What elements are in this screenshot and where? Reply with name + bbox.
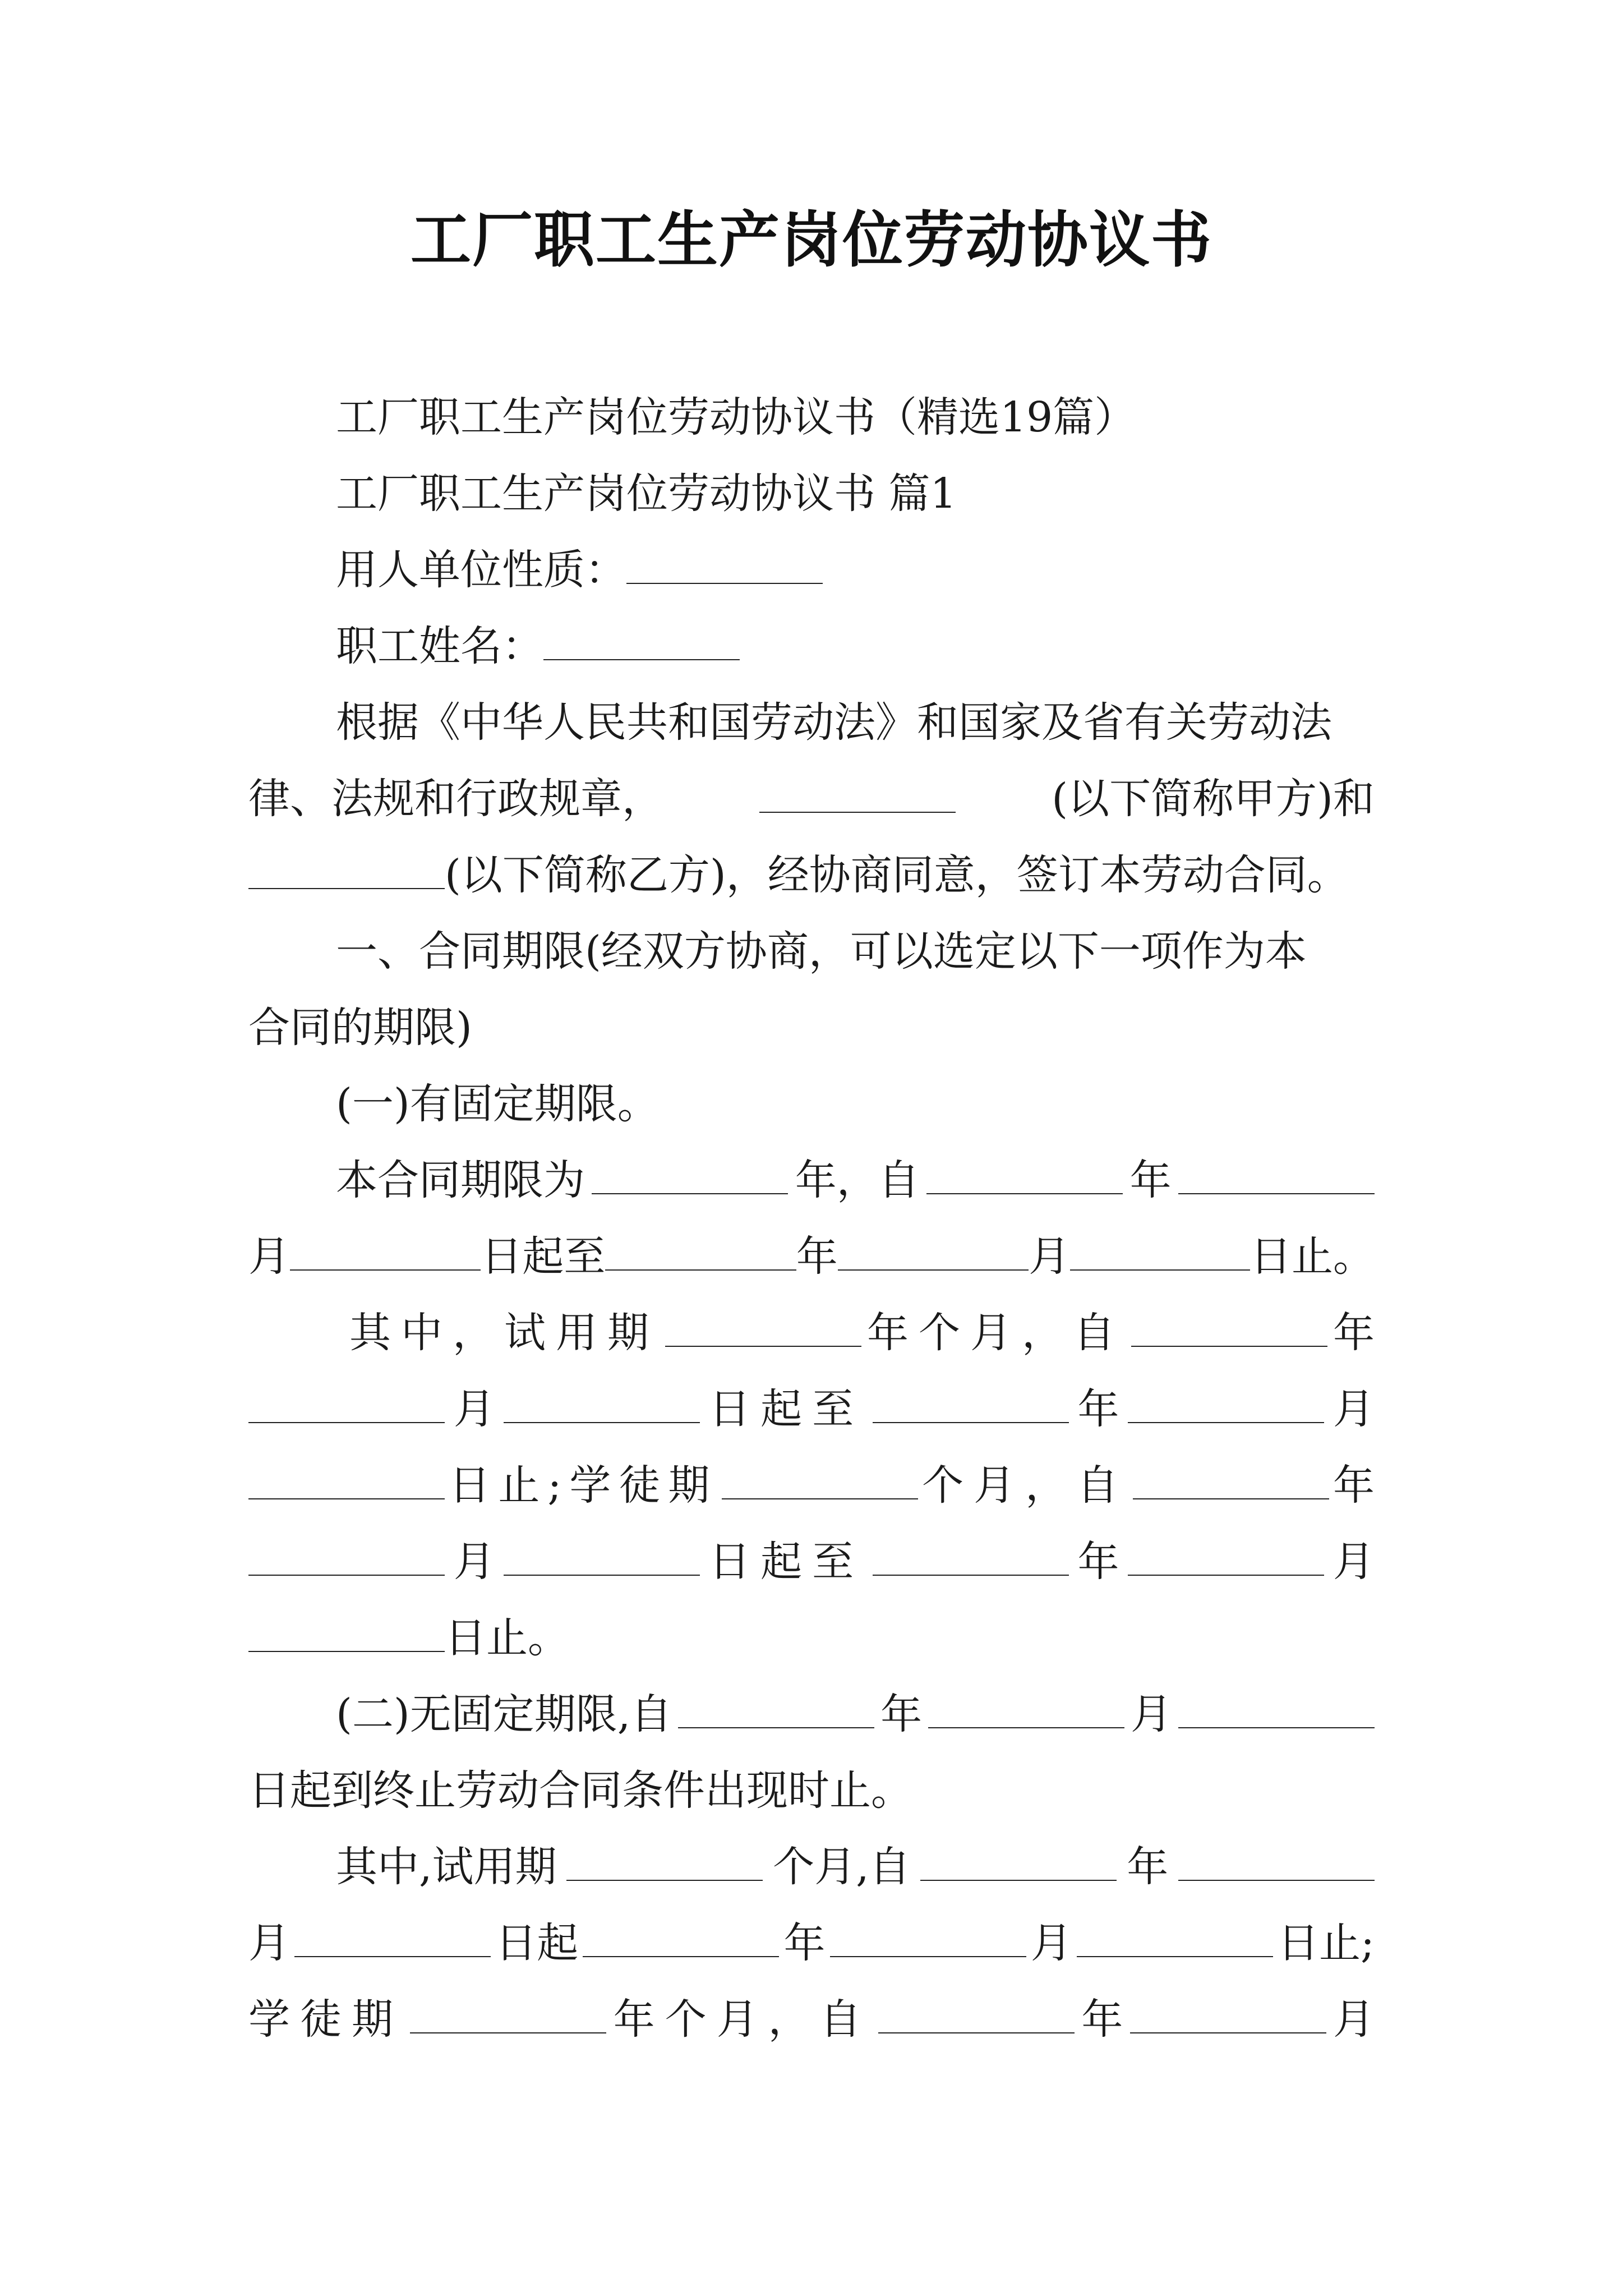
paragraph-line (248, 1371, 1375, 1447)
body-text: 个月，自 (922, 1461, 1129, 1510)
paragraph-line (248, 1981, 1375, 2058)
fill-blank[interactable] (410, 1989, 606, 2033)
fill-blank[interactable] (873, 1531, 1069, 1576)
fill-blank[interactable] (878, 1989, 1075, 2033)
fill-blank[interactable] (1128, 1531, 1324, 1576)
body-text: (以下简称甲方)和 (1052, 775, 1375, 823)
fill-blank[interactable] (928, 1683, 1124, 1728)
body-text: 月 (1030, 1919, 1072, 1967)
body-text: 日止;学徒期 (449, 1461, 718, 1510)
body-text: 年个月，自 (867, 1309, 1125, 1357)
fill-blank[interactable] (1070, 1226, 1250, 1271)
body-text: 年 (1081, 1995, 1123, 2044)
body-text: (以下简称乙方)，经协商同意，签订本劳动合同。 (445, 851, 1349, 899)
paragraph-line (248, 1066, 1375, 1142)
body-text: 年 (880, 1690, 923, 1738)
body-text: 月 (453, 1385, 495, 1433)
body-text: 年 (1333, 1309, 1375, 1357)
fill-blank[interactable] (1178, 1683, 1375, 1728)
body-text: 年 (783, 1919, 826, 1967)
body-text: 日止。 (445, 1614, 569, 1662)
body-text: 本合同期限为 (336, 1156, 585, 1204)
fill-blank[interactable] (1077, 1912, 1273, 1957)
employer-nature-blank[interactable] (626, 539, 823, 584)
body-text: 其中，试用期 (349, 1309, 659, 1357)
fill-blank[interactable] (873, 1378, 1069, 1423)
sub-clause-heading: (二)无固定期限,自 (336, 1690, 672, 1738)
fill-blank[interactable] (294, 1912, 491, 1957)
employer-nature-label: 用人单位性质： (336, 546, 626, 594)
fill-blank[interactable] (678, 1683, 874, 1728)
body-text: 日起至 (709, 1538, 864, 1586)
party-b-blank[interactable] (248, 844, 445, 889)
clause-heading: 一、合同期限(经双方协商，可以选定以下一项作为本 (336, 927, 1307, 976)
paragraph-line (248, 1142, 1375, 1218)
body-text: 日止; (1278, 1919, 1375, 1967)
fill-blank[interactable] (838, 1226, 1029, 1271)
body-text: 月 (248, 1919, 290, 1967)
paragraph-line (248, 1752, 1375, 1829)
body-text: 月 (1332, 1538, 1375, 1586)
paragraph-line (248, 1218, 1375, 1295)
paragraph-line (248, 837, 1375, 913)
body-text: 日起至 (481, 1232, 606, 1281)
body-text: 其中,试用期 (336, 1843, 557, 1891)
body-text: 月 (1029, 1232, 1071, 1281)
body-text: 年，自 (795, 1156, 920, 1204)
paragraph-line (248, 379, 1375, 455)
subtitle-text: 工厂职工生产岗位劳动协议书（精选19篇） (336, 393, 1136, 441)
paragraph-line (248, 1905, 1375, 1981)
fill-blank[interactable] (722, 1455, 918, 1499)
fill-blank[interactable] (1178, 1836, 1375, 1881)
paragraph-line (248, 532, 1375, 608)
party-a-blank[interactable] (759, 768, 956, 813)
body-text: 日起至 (709, 1385, 864, 1433)
body-text: 月 (453, 1538, 495, 1586)
fill-blank[interactable] (926, 1149, 1123, 1194)
fill-blank[interactable] (566, 1836, 763, 1881)
employee-name-label: 职工姓名： (336, 622, 543, 670)
fill-blank[interactable] (504, 1378, 700, 1423)
document-title: 工厂职工生产岗位劳动协议书 (410, 205, 1212, 275)
document-body (248, 379, 1375, 2058)
paragraph-line (248, 684, 1375, 761)
fill-blank[interactable] (1178, 1149, 1375, 1194)
fill-blank[interactable] (248, 1378, 445, 1423)
body-text: 个月,自 (773, 1843, 911, 1891)
fill-blank[interactable] (583, 1912, 779, 1957)
fill-blank[interactable] (248, 1531, 445, 1576)
body-text: 月 (1332, 1995, 1375, 2044)
fill-blank[interactable] (1133, 1455, 1329, 1499)
paragraph-line (248, 455, 1375, 532)
fill-blank[interactable] (1131, 1302, 1327, 1347)
fill-blank[interactable] (248, 1607, 445, 1652)
paragraph-line (248, 1829, 1375, 1905)
fill-blank[interactable] (1130, 1989, 1326, 2033)
body-text: 日起到终止劳动合同条件出现时止。 (248, 1766, 912, 1815)
paragraph-line (248, 608, 1375, 684)
body-text: 月 (1332, 1385, 1375, 1433)
fill-blank[interactable] (1128, 1378, 1324, 1423)
sub-clause-heading: (一)有固定期限。 (336, 1080, 659, 1128)
fill-blank[interactable] (248, 1455, 445, 1499)
body-text: 年 (1332, 1461, 1375, 1510)
body-text: 年 (1127, 1843, 1169, 1891)
fill-blank[interactable] (504, 1531, 700, 1576)
body-text: 月 (1131, 1690, 1173, 1738)
fill-blank[interactable] (920, 1836, 1117, 1881)
paragraph-line (248, 913, 1375, 990)
paragraph-line (248, 1295, 1375, 1371)
paragraph-line (248, 990, 1375, 1066)
employee-name-blank[interactable] (543, 615, 740, 660)
body-text: 年个月，自 (613, 1995, 872, 2044)
paragraph-line (248, 1447, 1375, 1524)
paragraph-line (248, 1600, 1375, 1676)
fill-blank[interactable] (592, 1149, 788, 1194)
paragraph-line (248, 1524, 1375, 1600)
body-text: 律、法规和行政规章， (248, 775, 663, 823)
body-text: 日起 (495, 1919, 579, 1967)
fill-blank[interactable] (605, 1226, 796, 1271)
body-text: 年 (1077, 1385, 1119, 1433)
body-text: 年 (1129, 1156, 1172, 1204)
body-text: 合同的期限) (248, 1004, 472, 1052)
section-heading: 工厂职工生产岗位劳动协议书 篇1 (336, 470, 957, 518)
body-text: 学徒期 (248, 1995, 403, 2044)
paragraph-line (248, 761, 1375, 837)
fill-blank[interactable] (665, 1302, 861, 1347)
body-text: 日止。 (1249, 1232, 1375, 1281)
body-text: 月 (248, 1232, 290, 1281)
body-text: 年 (796, 1232, 838, 1281)
body-text: 根据《中华人民共和国劳动法》和国家及省有关劳动法 (336, 698, 1332, 747)
paragraph-line (248, 1676, 1375, 1752)
body-text: 年 (1077, 1538, 1119, 1586)
fill-blank[interactable] (830, 1912, 1026, 1957)
fill-blank[interactable] (290, 1226, 481, 1271)
